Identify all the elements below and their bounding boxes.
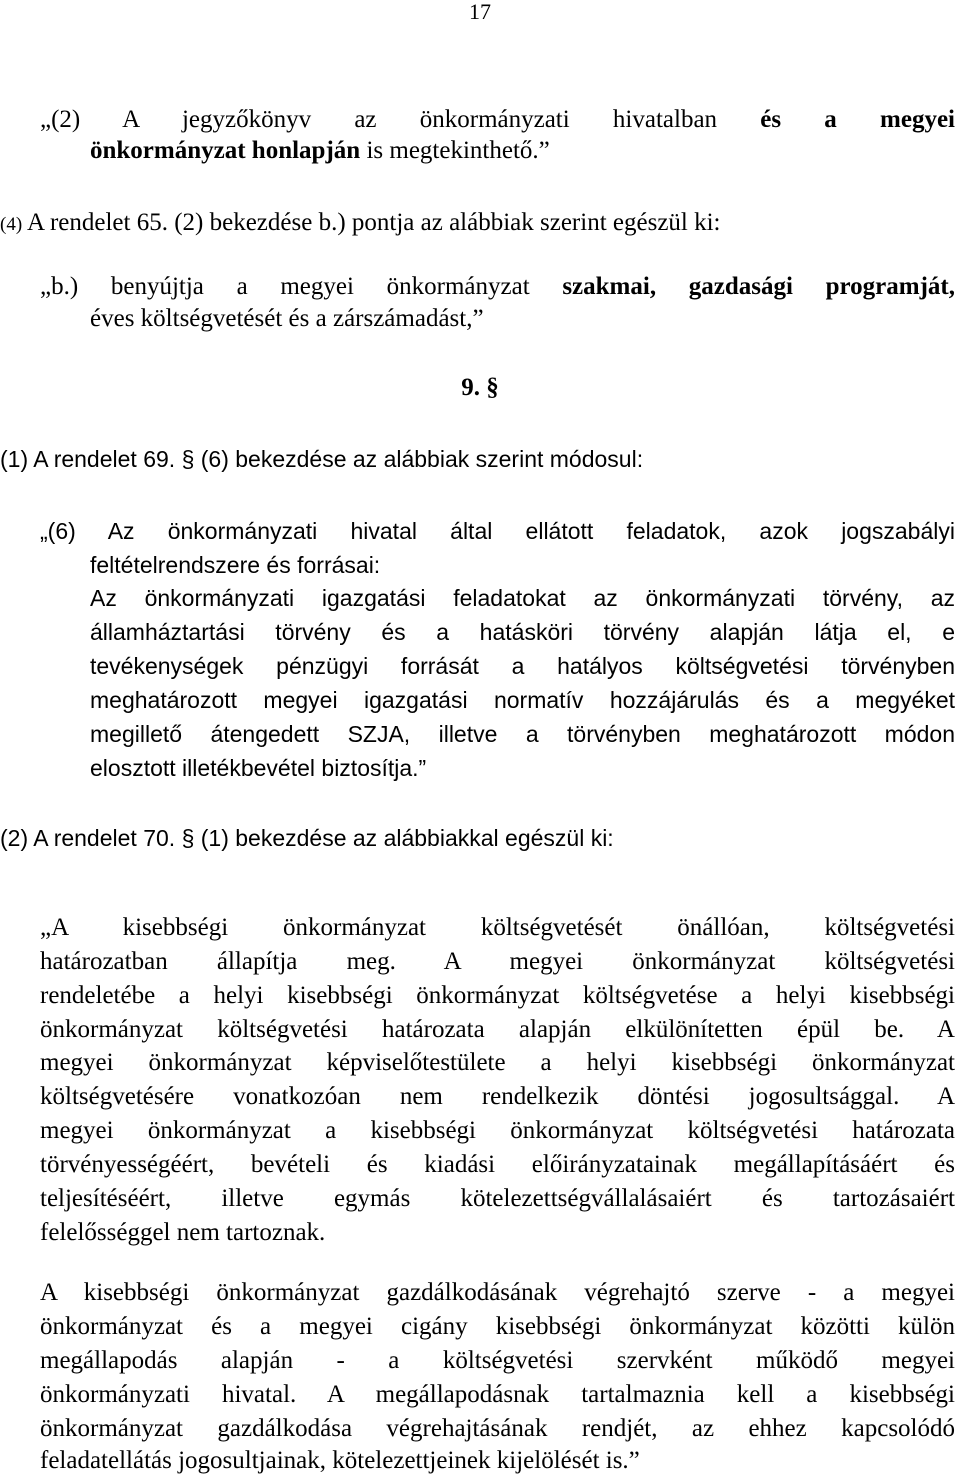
quote-line: feladatellátás jogosultjainak, kötelezettjeinek kijelölését is.” [40,1447,640,1474]
quote-line: határozatban állapítja meg. A megyei önkormányzat költségvetési [40,948,955,975]
bold-text: és a megyei [760,106,955,133]
paragraph-amendment-65 [0,208,721,240]
quote-line: rendeletébe a helyi kisebbségi önkormányzat költségvetése a helyi kisebbségi [40,982,955,1009]
paragraph-point-b-line-2: éves költségvetését és a zárszámadást,” [90,305,484,332]
quote-line: államháztartási törvény és a hatásköri törvény alapján látja el, e [90,619,955,645]
quote-line: önkormányzati hivatal. A megállapodásnak tartalmaznia kell a kisebbségi [40,1381,955,1408]
paragraph-text: is megtekinthető.” [360,137,550,164]
quote-line: önkormányzat költségvetési határozata alapján elkülönítetten épül be. A [40,1016,955,1043]
quote-line: megállapodás alapján - a költségvetési szervként működő megyei [40,1347,955,1374]
paragraph-jegyzokonyv-line-1 [40,105,955,135]
section-heading: 9. § [461,374,499,401]
quote-line: A kisebbségi önkormányzat gazdálkodásának végrehajtó szerve - a megyei [40,1279,955,1306]
quote-line: törvényességéért, bevételi és kiadási előirányzatainak megállapításáért és [40,1151,955,1178]
quote-line: megyei önkormányzat képviselőtestülete a helyi kisebbségi önkormányzat [40,1049,955,1076]
quote-line: megyei önkormányzat a kisebbségi önkormányzat költségvetési határozata [40,1117,955,1144]
paragraph-text: „(2) A jegyzőkönyv az önkormányzati hivatalban [40,106,761,133]
quote-line: meghatározott megyei igazgatási normatív hozzájárulás és a megyéket [90,687,955,713]
quote-line: önkormányzat gazdálkodása végrehajtásának rendjét, az ehhez kapcsolódó [40,1415,955,1442]
bold-text: szakmai, gazdasági programját, [562,273,955,300]
quote-line: Az önkormányzati igazgatási feladatokat az önkormányzati törvény, az [90,585,955,611]
bold-text: önkormányzat honlapján [90,137,361,164]
paragraph-amendment-69: (1) A rendelet 69. § (6) bekezdése az alábbiak szerint módosul: [0,446,644,472]
paragraph-jegyzokonyv-line-2 [90,136,550,166]
quote-line: önkormányzat és a megyei cigány kisebbségi önkormányzat közötti külön [40,1313,955,1340]
paragraph-amendment-70: (2) A rendelet 70. § (1) bekezdése az alábbiakkal egészül ki: [0,825,614,851]
quote-line: költségvetésére vonatkozóan nem rendelkezik döntési jogosultsággal. A [40,1083,955,1110]
quote-line: elosztott illetékbevétel biztosítja.” [90,755,427,781]
paragraph-point-b-line-1 [40,272,955,302]
paragraph-number: (4) [0,214,23,235]
page-number: 17 [469,0,491,24]
quote-line: tevékenységek pénzügyi forrását a hatályos költségvetési törvényben [90,653,955,679]
quote-line: teljesítéséért, illetve egymás kötelezettségvállalásaiért és tartozásaiért [40,1185,955,1212]
quote-line: megillető átengedett SZJA, illetve a törvényben meghatározott módon [90,721,955,747]
quote-line: „A kisebbségi önkormányzat költségvetését önállóan, költségvetési [40,914,955,941]
paragraph-text: A rendelet 65. (2) bekezdése b.) pontja az alábbiak szerint egészül ki: [22,209,721,236]
quote-line: feltételrendszere és forrásai: [90,552,381,578]
quote-line: felelősséggel nem tartoznak. [40,1219,326,1246]
quote-line: „(6) Az önkormányzati hivatal által ellátott feladatok, azok jogszabályi [40,518,955,544]
paragraph-text: „b.) benyújtja a megyei önkormányzat [40,273,563,300]
